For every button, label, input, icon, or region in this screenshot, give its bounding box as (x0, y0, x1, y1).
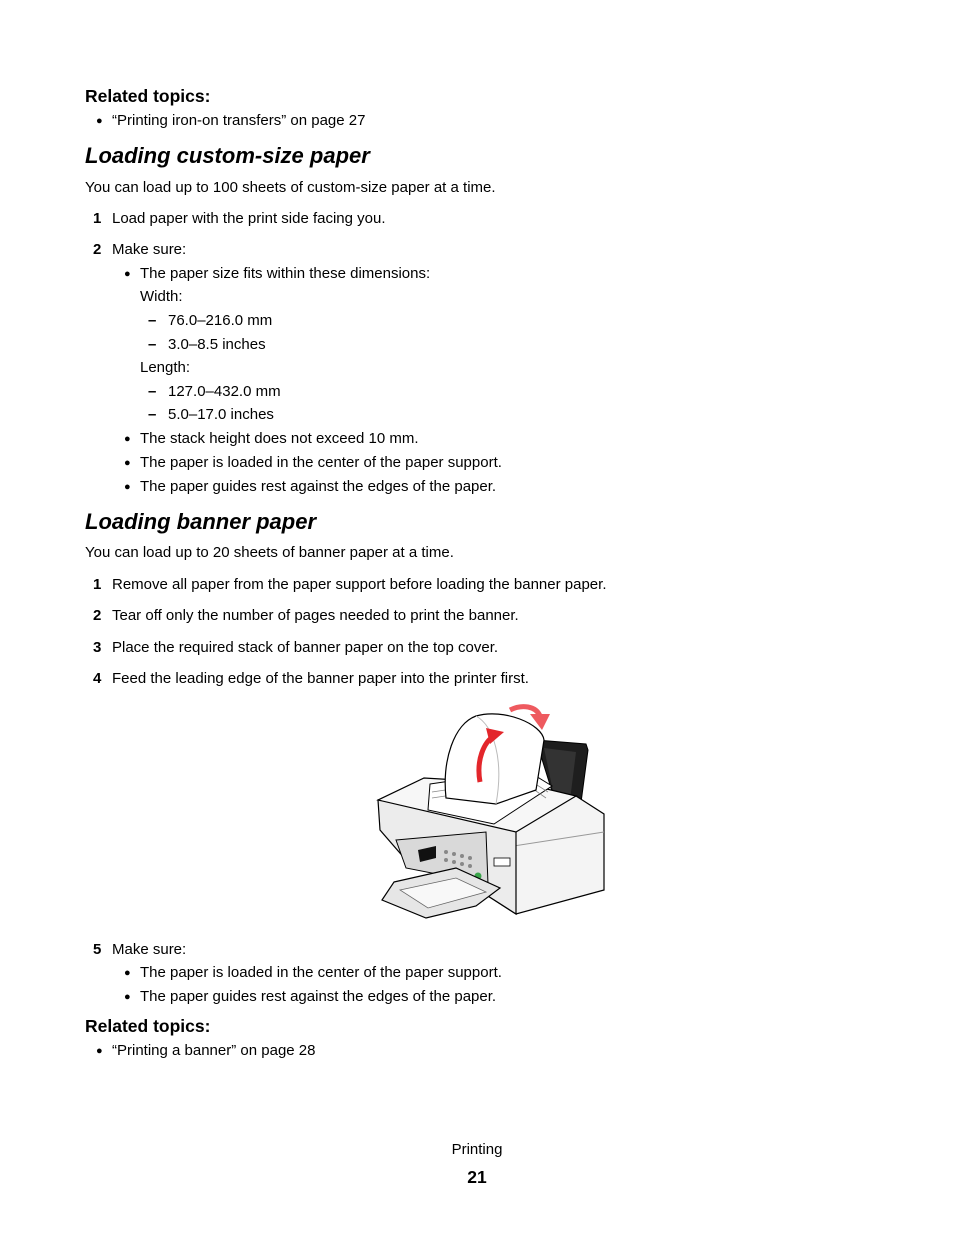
bullet-icon: ● (96, 1045, 103, 1057)
dimension-value: 127.0–432.0 mm (168, 383, 281, 400)
dimension-value: 3.0–8.5 inches (168, 336, 266, 353)
section-title: Loading banner paper (85, 509, 317, 534)
bullet-text: The paper guides rest against the edges of the paper. (140, 988, 497, 1005)
bullet-icon: ● (124, 457, 131, 469)
related-link[interactable]: “Printing iron-on transfers” on page 27 (112, 112, 366, 129)
step-text: Remove all paper from the paper support before loading the banner paper. (112, 576, 607, 593)
intro-text: You can load up to 20 sheets of banner paper at a time. (85, 544, 454, 561)
bullet-icon: ● (96, 115, 103, 127)
step-number: 1 (93, 210, 102, 227)
step-number: 4 (93, 670, 102, 687)
printer-banner-illustration (376, 700, 608, 928)
bullet-text: The paper size fits within these dimensions: (140, 265, 431, 282)
step-text: Make sure: (112, 241, 187, 258)
page-number: 21 (467, 1167, 487, 1187)
bullet-icon: ● (124, 967, 131, 979)
bullet-text: The paper is loaded in the center of the paper support. (140, 964, 502, 981)
step-number: 1 (93, 576, 102, 593)
related-topics-heading: Related topics: (85, 86, 211, 106)
related-link[interactable]: “Printing a banner” on page 28 (112, 1042, 316, 1059)
step-number: 3 (93, 639, 102, 656)
bullet-icon: ● (124, 268, 131, 280)
length-label: Length: (140, 359, 191, 376)
dash-marker: – (148, 336, 157, 353)
step-text: Place the required stack of banner paper on the top cover. (112, 639, 499, 656)
section-title: Loading custom-size paper (85, 143, 370, 168)
width-label: Width: (140, 288, 183, 305)
bullet-text: The paper is loaded in the center of the paper support. (140, 454, 502, 471)
related-topics-heading: Related topics: (85, 1016, 211, 1036)
bullet-text: The stack height does not exceed 10 mm. (140, 430, 419, 447)
dash-marker: – (148, 406, 157, 423)
bullet-icon: ● (124, 481, 131, 493)
step-number: 2 (93, 607, 102, 624)
bullet-icon: ● (124, 433, 131, 445)
step-text: Feed the leading edge of the banner paper into the printer first. (112, 670, 529, 687)
bullet-icon: ● (124, 991, 131, 1003)
step-number: 5 (93, 941, 102, 958)
step-text: Tear off only the number of pages needed to print the banner. (112, 607, 519, 624)
bullet-text: The paper guides rest against the edges of the paper. (140, 478, 497, 495)
step-number: 2 (93, 241, 102, 258)
footer-section: Printing (451, 1141, 503, 1158)
step-text: Make sure: (112, 941, 187, 958)
step-text: Load paper with the print side facing you. (112, 210, 386, 227)
dimension-value: 5.0–17.0 inches (168, 406, 274, 423)
dimension-value: 76.0–216.0 mm (168, 312, 273, 329)
intro-text: You can load up to 100 sheets of custom-size paper at a time. (85, 179, 496, 196)
dash-marker: – (148, 383, 157, 400)
dash-marker: – (148, 312, 157, 329)
